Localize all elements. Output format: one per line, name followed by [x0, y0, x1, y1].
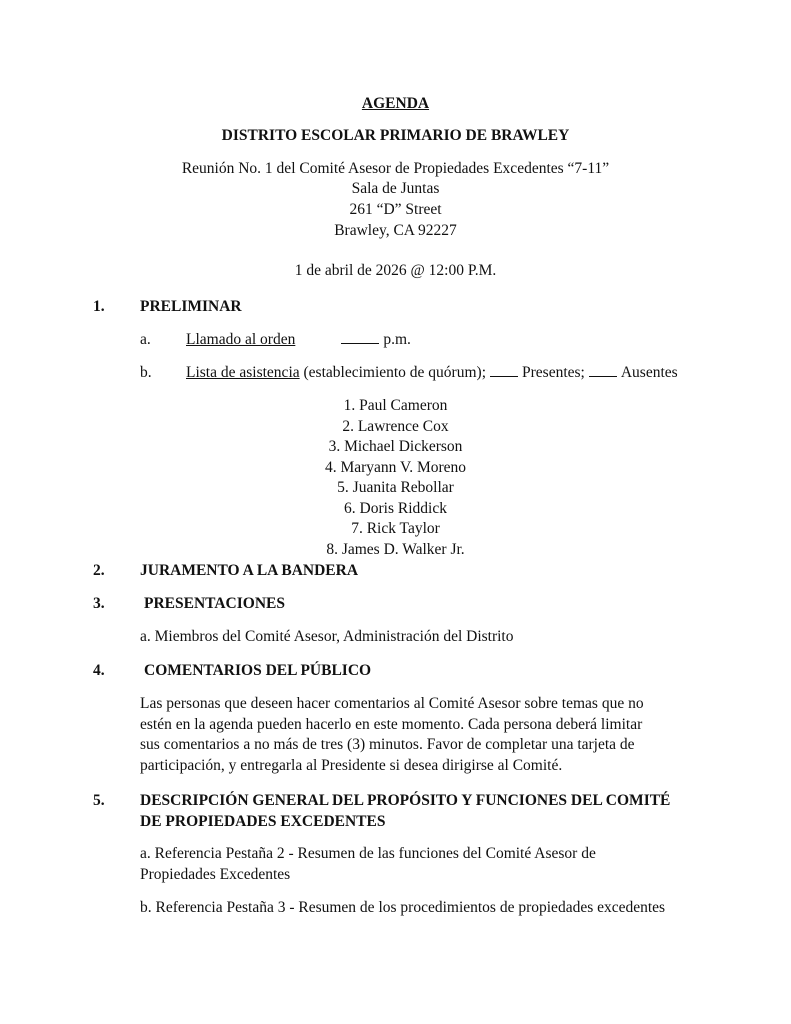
district-name: DISTRITO ESCOLAR PRIMARIO DE BRAWLEY: [221, 127, 570, 144]
meeting-name: Reunión No. 1 del Comité Asesor de Propiedades Excedentes “7-11”: [181, 160, 610, 177]
quorum-text: (establecimiento de quórum);: [299, 364, 486, 381]
member-5: 5. Juanita Rebollar: [337, 479, 454, 496]
public-comment-text: Las personas que deseen hacer comentarios al Comité Asesor sobre temas que no estén en la agenda pueden hacerlo en este momento. Cada persona deberá limitar sus comentarios a no más de tres (3) minutos. Favor de completar una tarjeta de participación, y entregarla al Presidente si desea dirigirse al Comité.: [140, 695, 644, 775]
section-4-title: COMENTARIOS DEL PÚBLICO: [144, 662, 372, 679]
section-3-number: 3.: [93, 595, 105, 612]
meeting-date: 1 de abril de 2026 @ 12:00 P.M.: [294, 262, 497, 279]
time-blank: [341, 331, 379, 344]
item-1a: [186, 331, 411, 349]
section-3-title: PRESENTACIONES: [144, 595, 285, 612]
section-5-title: DESCRIPCIÓN GENERAL DEL PROPÓSITO Y FUNCIONES DEL COMITÉ DE PROPIEDADES EXCEDENTES: [140, 792, 671, 830]
pm-label: p.m.: [383, 331, 411, 348]
section-1-number: 1.: [93, 298, 105, 315]
member-2: 2. Lawrence Cox: [342, 417, 449, 435]
item-3a: a. Miembros del Comité Asesor, Administración del Distrito: [140, 628, 514, 645]
present-label: Presentes;: [522, 364, 585, 381]
item-1a-letter: a.: [140, 331, 151, 348]
section-1-title: PRELIMINAR: [140, 298, 242, 315]
section-2-title: JURAMENTO A LA BANDERA: [140, 562, 359, 579]
meeting-room: Sala de Juntas: [351, 180, 440, 197]
section-2-number: 2.: [93, 562, 105, 579]
member-4: 4. Maryann V. Moreno: [324, 458, 467, 476]
item-1b: [186, 364, 678, 382]
item-1b-letter: b.: [140, 364, 152, 381]
member-3: 3. Michael Dickerson: [328, 438, 463, 455]
member-1: 1. Paul Cameron: [343, 397, 448, 414]
section-4-number: 4.: [93, 662, 105, 679]
item-5b: b. Referencia Pestaña 3 - Resumen de los procedimientos de propiedades excedentes: [140, 899, 666, 916]
meeting-city: Brawley, CA 92227: [334, 222, 457, 239]
item-5a: a. Referencia Pestaña 2 - Resumen de las funciones del Comité Asesor de Propiedades Excedentes: [140, 845, 596, 883]
meeting-street: 261 “D” Street: [349, 201, 442, 218]
section-5-number: 5.: [93, 792, 105, 809]
member-8: 8. James D. Walker Jr.: [326, 540, 465, 558]
member-7: 7. Rick Taylor: [351, 520, 440, 537]
absent-label: Ausentes: [620, 364, 678, 381]
agenda-title-text: AGENDA: [361, 95, 430, 112]
call-to-order-label: Llamado al orden: [186, 331, 296, 348]
roll-call-label: Lista de asistencia: [186, 364, 300, 381]
member-6: 6. Doris Riddick: [344, 499, 447, 517]
agenda-title: [0, 95, 791, 113]
present-blank: [490, 364, 518, 377]
absent-blank: [589, 364, 617, 377]
